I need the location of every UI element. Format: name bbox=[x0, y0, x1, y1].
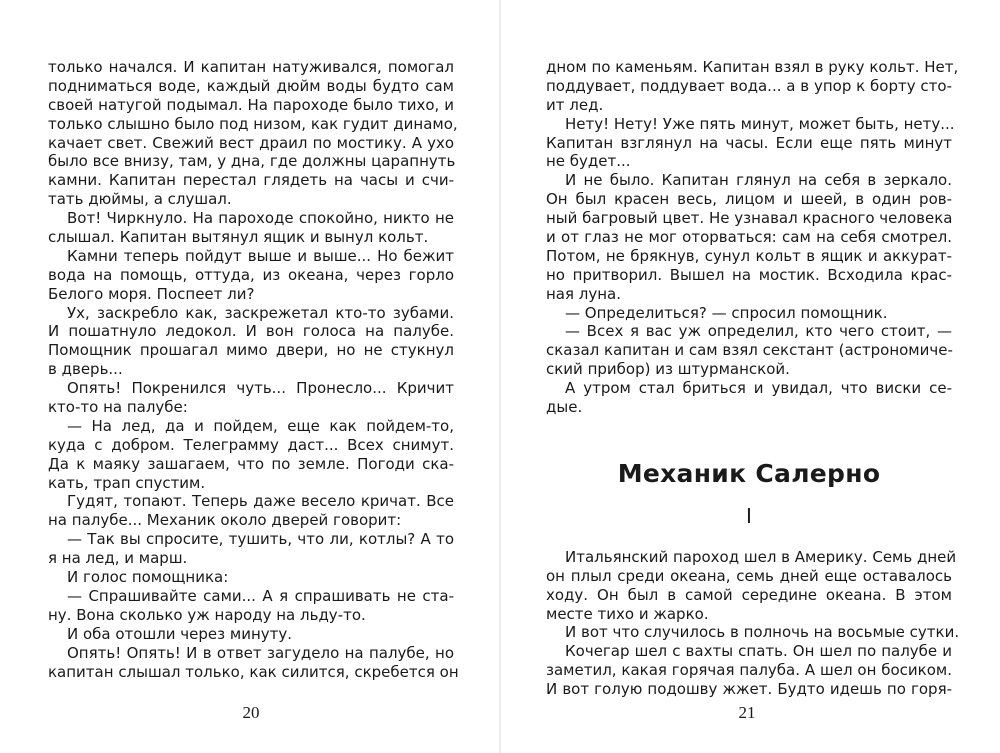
text-line: было все внизу, там, у дна, где должны царапнуть bbox=[48, 152, 456, 171]
text-line: Да к маяку зашагаем, что по земле. Погоди ска- bbox=[48, 454, 454, 473]
text-line: кто-то на палубе: bbox=[48, 398, 188, 417]
text-line: качает свет. Свежий вест драил по мостику. А ухо bbox=[48, 133, 454, 152]
text-line: И не было. Капитан глянул на себя в зеркало. bbox=[565, 171, 952, 190]
text-line: капитан слышал только, как силится, скребется он bbox=[48, 662, 459, 681]
text-line: Гудят, топают. Теперь даже весело кричат. Все bbox=[67, 492, 454, 511]
text-line: Ух, заскребло как, заскрежетал кто-то зубами. bbox=[67, 303, 454, 322]
text-line: И вот что случилось в полночь на восьмые сутки. bbox=[565, 623, 960, 642]
right-page-text bbox=[546, 58, 960, 699]
text-line: — На лед, да и пойдем, еще как пойдем-то, bbox=[67, 416, 454, 435]
text-line: Нету! Нету! Уже пять минут, может быть, нету... bbox=[565, 114, 955, 133]
text-line: И вот голую подошву жжет. Будто идешь по горя- bbox=[546, 680, 952, 699]
text-line: но притворил. Вышел на мостик. Всходила крас- bbox=[546, 265, 952, 284]
text-line: тать дюймы, а слушал. bbox=[48, 190, 232, 209]
text-line: Помощник прошагал мимо двери, но не стукнул bbox=[48, 341, 454, 360]
text-line: — Так вы спросите, тушить, что ли, котлы? А то bbox=[67, 530, 454, 549]
text-line: Кочегар шел с вахты спать. Он шел по палубе и bbox=[565, 642, 952, 661]
right-page-text-before-title bbox=[546, 58, 959, 417]
text-line: вода на помощь, оттуда, из океана, через горло bbox=[48, 265, 454, 284]
text-line: Капитан взглянул на часы. Если еще пять минут bbox=[546, 133, 952, 152]
text-line: Белого моря. Поспеет ли? bbox=[48, 284, 255, 303]
text-line: сказал капитан и сам взял секстант (астрономиче- bbox=[546, 341, 953, 360]
text-line: куда с добром. Телеграмму даст... Всех снимут. bbox=[48, 435, 454, 454]
right-page-text-after-title bbox=[546, 547, 960, 699]
text-line: Он был красен весь, лицом и шеей, в один ров- bbox=[546, 190, 952, 209]
text-line: И пошатнуло ледокол. И вон голоса на палубе. bbox=[48, 322, 454, 341]
text-line: поддувает, поддувает вода... а в упор к борту сто- bbox=[546, 76, 952, 95]
text-line: только слышно было под низом, как гудит динамо, bbox=[48, 114, 458, 133]
text-line: не будет... bbox=[546, 152, 631, 171]
text-line: кать, трап спустим. bbox=[48, 473, 206, 492]
text-line: ный багровый цвет. Не узнавал красного человека bbox=[546, 209, 953, 228]
text-line: Итальянский пароход шел в Америку. Семь дней bbox=[565, 547, 957, 566]
text-line: заметил, какая горячая палуба. А шел он босиком. bbox=[546, 661, 952, 680]
text-line: своей натугой подымал. На пароходе было тихо, и bbox=[48, 95, 454, 114]
text-line: — Спрашивайте сами... А я спрашивать не ста- bbox=[67, 586, 454, 605]
text-line: Опять! Покренился чуть... Пронесло... Кричит bbox=[67, 379, 454, 398]
text-line: Опять! Опять! И в ответ загудело на палубе, но bbox=[67, 643, 454, 662]
text-line: дном по каменьям. Капитан взял в руку кольт. Нет, bbox=[546, 58, 959, 76]
text-line: месте тихо и жарко. bbox=[546, 604, 709, 623]
text-line: — Определиться? — спросил помощник. bbox=[565, 303, 888, 322]
text-line: в дверь... bbox=[48, 360, 123, 379]
text-line: только начался. И капитан натуживался, помогал bbox=[48, 58, 454, 76]
text-line: ит лед. bbox=[546, 95, 604, 114]
text-line: я на лед, и марш. bbox=[48, 549, 188, 568]
text-line: Вот! Чиркнуло. На пароходе спокойно, никто не bbox=[67, 209, 454, 228]
page-number-left: 20 bbox=[242, 703, 260, 722]
page-number-right: 21 bbox=[738, 703, 756, 722]
text-line: дые. bbox=[546, 398, 583, 417]
text-line: А утром стал бриться и увидал, что виски се- bbox=[565, 379, 952, 398]
text-line: И оба отошли через минуту. bbox=[67, 624, 293, 643]
text-line: ский прибор) из штурманской. bbox=[546, 360, 790, 379]
text-line: на палубе... Механик около дверей говорит: bbox=[48, 511, 402, 530]
text-line: ну. Вона сколько уж народу на льду-то. bbox=[48, 605, 366, 624]
book-gutter bbox=[499, 0, 501, 753]
text-line: ная луна. bbox=[546, 284, 622, 303]
chapter-title: Механик Салерно bbox=[617, 458, 881, 488]
text-line: камни. Капитан перестал глядеть на часы и счи- bbox=[48, 171, 454, 190]
text-line: ходу. Он был в самой середине океана. В этом bbox=[546, 585, 952, 604]
text-line: Потом, не брякнув, сунул кольт в ящик и аккурат- bbox=[546, 246, 952, 265]
text-line: он плыл среди океана, семь дней еще оставалось bbox=[546, 566, 952, 585]
text-line: И голос помощника: bbox=[67, 568, 229, 587]
chapter-number: I bbox=[746, 503, 752, 528]
text-line: — Всех я вас уж определил, кто чего стоит, — bbox=[565, 322, 952, 341]
text-line: слышал. Капитан вытянул ящик и вынул кольт. bbox=[48, 228, 429, 247]
left-page-text bbox=[48, 58, 459, 681]
text-line: Камни теперь пойдут выше и выше... Но бежит bbox=[67, 246, 454, 265]
text-line: подниматься воде, каждый дюйм воды будто сам bbox=[48, 76, 454, 95]
text-line: и от глаз не мог оторваться: сам на себя смотрел. bbox=[546, 228, 952, 247]
